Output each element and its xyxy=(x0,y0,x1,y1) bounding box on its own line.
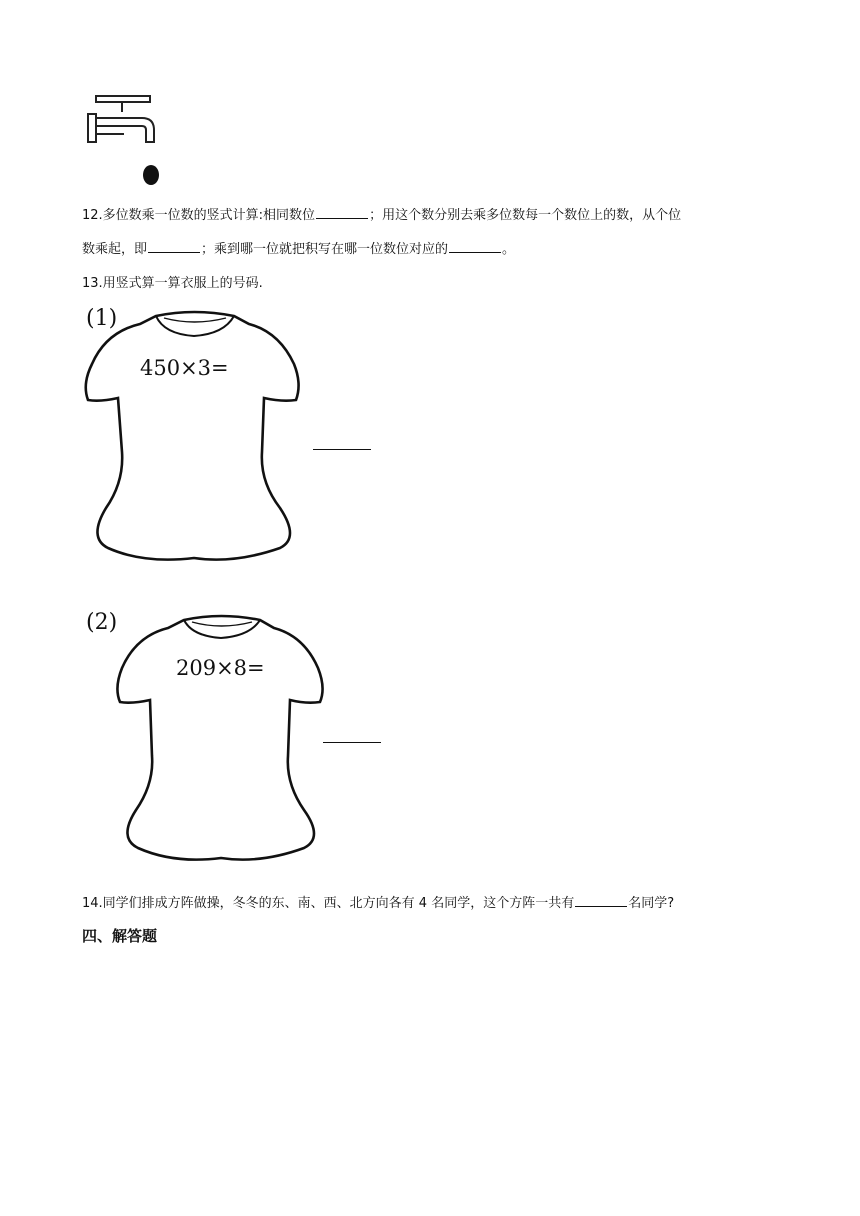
section-4-heading: 四、解答题 xyxy=(82,927,158,945)
shirt-2-label: (2) xyxy=(86,610,118,635)
q12-text-4: ；乘到哪一位就把积写在哪一位数位对应的 xyxy=(201,242,449,257)
shirt-1-expression: 450×3= xyxy=(140,356,229,380)
faucet-icon xyxy=(84,94,164,188)
shirt-1-answer-blank[interactable] xyxy=(313,449,371,450)
q12-text-3: 数乘起，即 xyxy=(82,242,148,257)
q14-blank[interactable] xyxy=(575,894,627,907)
question-12-line-1 xyxy=(82,204,681,223)
question-12-line-2 xyxy=(82,238,515,257)
q12-text-1: 12.多位数乘一位数的竖式计算:相同数位 xyxy=(82,208,316,223)
tshirt-icon xyxy=(114,606,328,864)
shirt-2-answer-blank[interactable] xyxy=(323,742,381,743)
q12-blank-3[interactable] xyxy=(449,240,501,253)
q14-text-2: 名同学? xyxy=(628,896,675,911)
q12-blank-2[interactable] xyxy=(148,240,200,253)
q12-blank-1[interactable] xyxy=(316,206,368,219)
tshirt-icon xyxy=(84,302,304,564)
question-14 xyxy=(82,892,674,911)
q12-text-5: 。 xyxy=(502,242,516,257)
shirt-2-expression: 209×8= xyxy=(176,656,265,680)
q12-text-2: ；用这个数分别去乘多位数每一个数位上的数，从个位 xyxy=(369,208,682,223)
shirt-1-label: (1) xyxy=(86,306,118,331)
q14-text-1: 14.同学们排成方阵做操，冬冬的东、南、西、北方向各有 4 名同学，这个方阵一共有 xyxy=(82,896,575,911)
question-13-title: 13.用竖式算一算衣服上的号码. xyxy=(82,276,263,291)
